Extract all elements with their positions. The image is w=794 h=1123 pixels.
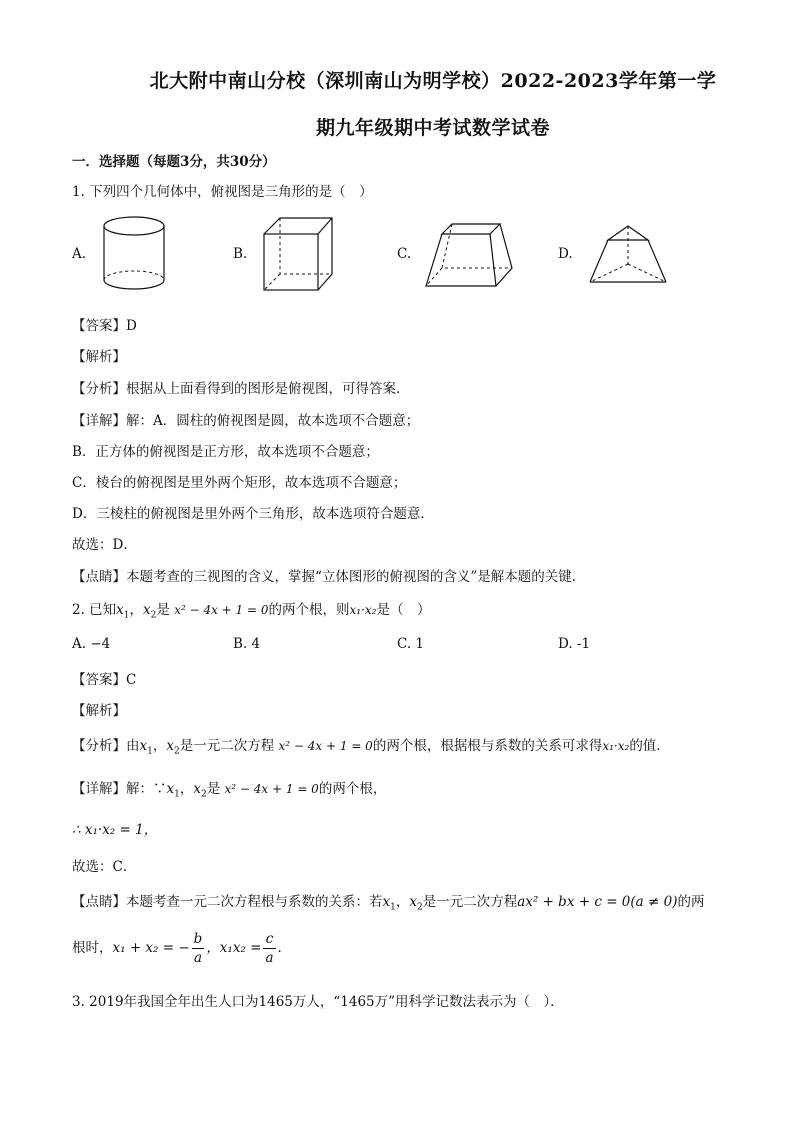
q1-stem: 1. 下列四个几何体中，俯视图是三角形的是（ ） [72,184,373,200]
q2-fenxi: 【分析】由$x_1$，$x_2$是一元二次方程 x² − 4x + 1 = 0的两个根，根据根与系数的关系可求得x₁·x₂的值． [72,738,670,757]
q1-option-a-label: A. [72,246,87,262]
q2-analysis-tag: 【解析】 [72,703,126,719]
q1-option-c-label: C. [397,246,412,262]
q1-dianjing: 【点睛】本题考查的三视图的含义，掌握“立体图形的俯视图的含义”是解本题的关键． [72,569,586,585]
q1-fenxi: 【分析】根据从上面看得到的图形是俯视图，可得答案． [72,381,410,397]
triangular-frustum-figure [586,220,670,288]
q2-stem: 2. 已知$x_1$，$x_2$是 x² − 4x + 1 = 0的两个根，则x₁·x₂是（ ） [72,602,431,621]
q2-answer: 【答案】C [72,672,137,688]
q3-stem: 3. 2019年我国全年出生人口为1465万人，“1465万”用科学记数法表示为（ ）． [72,994,564,1010]
cylinder-figure [98,212,170,296]
q2-option-a: A. −4 [72,636,111,652]
q1-choose: 故选：D． [72,537,137,553]
exam-title-line1: 北大附中南山分校（深圳南山为明学校）2022-2023学年第一学 [149,70,717,92]
q2-dianjing: 【点睛】本题考查一元二次方程根与系数的关系：若$x_1$，$x_2$是一元二次方程ax² + bx + c = 0(a ≠ 0)的两 [72,894,705,913]
q1-analysis-tag: 【解析】 [72,349,126,365]
q1-c-line: C．棱台的俯视图是里外两个矩形，故本选项不合题意； [72,475,407,491]
fraction-c-over-a: $\frac{c}{a}$ [265,931,274,966]
exam-title-line2: 期九年级期中考试数学试卷 [315,117,550,139]
frustum-figure [424,218,514,292]
q1-option-d-label: D. [558,246,573,262]
q2-xiangjie: 【详解】解：$\because x_1$，$x_2$是 x² − 4x + 1 = 0的两个根， [72,781,387,800]
q1-d-line: D．三棱柱的俯视图是里外两个三角形，故本选项符合题意． [72,506,434,522]
q1-b-line: B．正方体的俯视图是正方形，故本选项不合题意； [72,444,379,460]
q2-option-b: B. 4 [233,636,261,652]
fraction-b-over-a: $\frac{b}{a}$ [193,931,203,966]
q1-option-b-label: B. [233,246,248,262]
q2-root-relations: 根时，x₁ + x₂ = − $\frac{b}{a}$ ，x₁x₂ = $\frac{c}{a}$ ． [72,931,292,966]
cube-figure [260,212,336,296]
q2-option-d: D. -1 [558,636,591,652]
q1-xiangjie: 【详解】解：A．圆柱的俯视图是圆，故本选项不合题意； [72,413,420,429]
q2-option-c: C. 1 [397,636,425,652]
q2-choose: 故选：C． [72,859,137,875]
section-heading: 一．选择题（每题3分，共30分） [72,154,276,170]
q1-answer: 【答案】D [72,318,137,334]
q2-therefore: ∴ x₁·x₂ = 1， [72,822,158,838]
